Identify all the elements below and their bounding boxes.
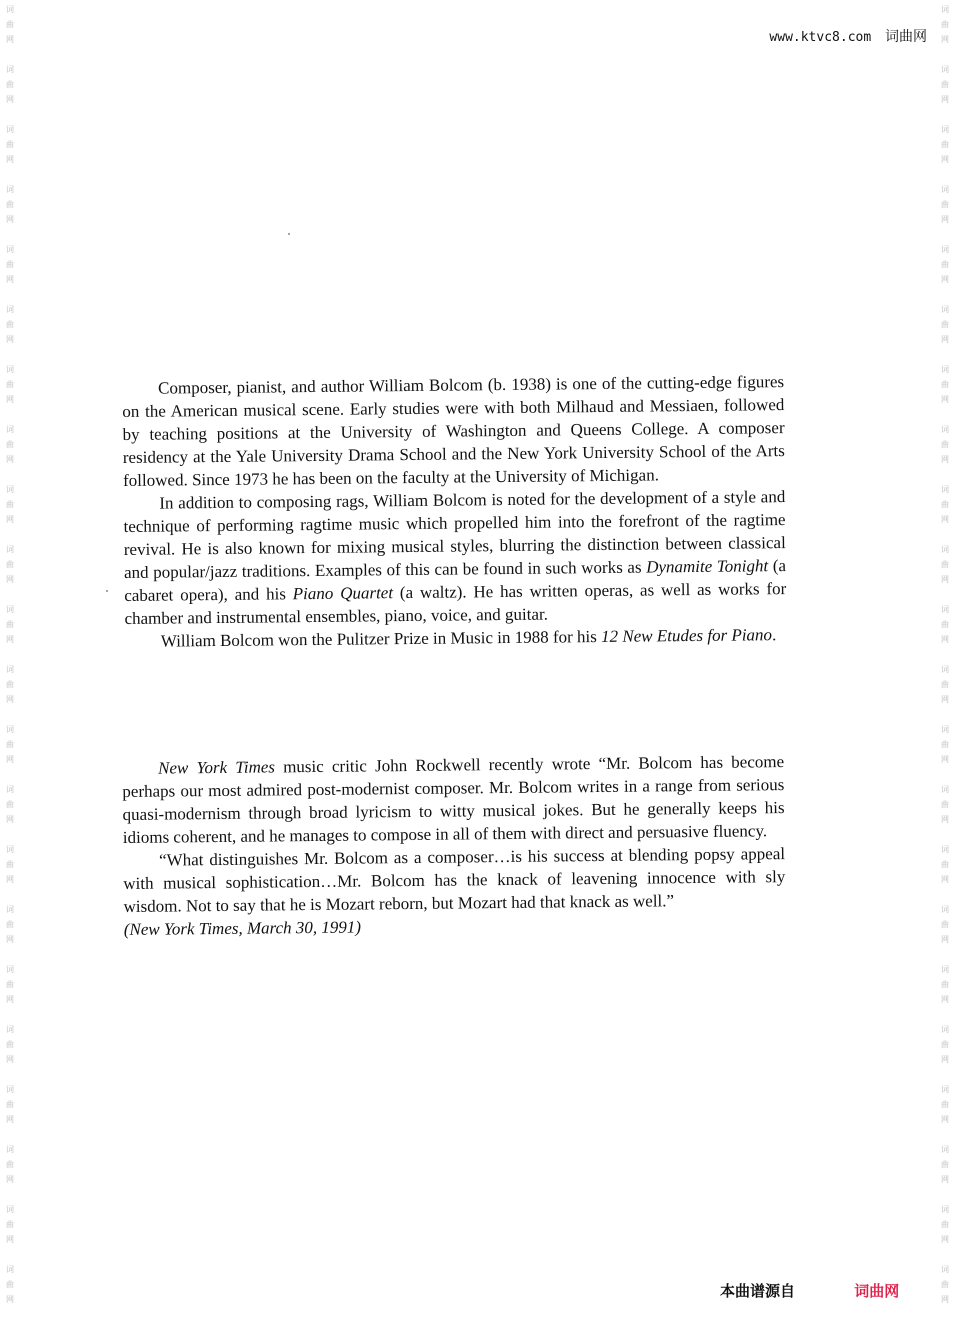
margin-watermark [2,842,18,887]
watermark-char: 网 [941,275,949,284]
bio-paragraph-2: In addition to composing rags, William Bolcom is noted for the development of a style and technique of performing ragtime music which propelled him into the forefront of the ragtime revival. He is also known for mixing musical styles, blurring the distinction between classical and popular/jazz traditions. Examples of this can be found in such works as Dynamite Tonight (a cabaret opera), and his Piano Quartet (a waltz). He has written operas, as well as works for chamber and instrumental ensembles, piano, voice, and guitar. [123,487,787,628]
margin-watermark [2,962,18,1007]
site-url[interactable]: www.ktvc8.com [769,30,872,45]
watermark-char: 网 [941,35,949,44]
bio-paragraph-1: Composer, pianist, and author William Bolcom (b. 1938) is one of the cutting-edge figures on the American musical scene. Early studies were with both Milhaud and Messiaen, followed by teaching positions at the University of Washington and Queens College. A composer residency at the Yale University Drama School and the New York University School of the Arts followed. Since 1973 he has been on the faculty at the University of Michigan. [122,372,785,490]
watermark-char: 曲 [941,140,949,149]
site-brand: 词曲网 [885,29,927,45]
watermark-char: 词 [941,905,949,914]
watermark-char: 网 [6,1175,14,1184]
margin-watermark [937,62,953,107]
watermark-char: 词 [941,1145,949,1154]
right-watermark-strip [937,0,953,1330]
margin-watermark [937,2,953,47]
watermark-char: 网 [6,755,14,764]
watermark-char: 曲 [6,860,14,869]
watermark-char: 曲 [6,1160,14,1169]
watermark-char: 网 [941,335,949,344]
watermark-char: 词 [6,845,14,854]
watermark-char: 网 [941,815,949,824]
publication-title: New York Times [158,757,276,778]
watermark-char: 网 [6,935,14,944]
margin-watermark [937,902,953,947]
watermark-char: 曲 [941,500,949,509]
watermark-char: 曲 [941,1160,949,1169]
margin-watermark [2,902,18,947]
watermark-char: 网 [941,215,949,224]
watermark-char: 网 [941,455,949,464]
watermark-char: 曲 [941,380,949,389]
margin-watermark [937,1262,953,1307]
margin-watermark [937,182,953,227]
margin-watermark [937,1082,953,1127]
watermark-char: 词 [6,1265,14,1274]
watermark-char: 曲 [6,440,14,449]
margin-watermark [2,1082,18,1127]
watermark-char: 网 [941,635,949,644]
watermark-char: 词 [6,5,14,14]
watermark-char: 曲 [6,800,14,809]
watermark-char: 词 [941,665,949,674]
watermark-char: 词 [6,485,14,494]
watermark-char: 曲 [6,920,14,929]
watermark-char: 曲 [6,380,14,389]
watermark-char: 词 [6,1205,14,1214]
watermark-char: 网 [6,1295,14,1304]
margin-watermark [937,722,953,767]
watermark-char: 词 [6,185,14,194]
watermark-char: 词 [6,665,14,674]
watermark-char: 网 [941,95,949,104]
watermark-char: 曲 [6,1040,14,1049]
watermark-char: 词 [941,245,949,254]
watermark-char: 网 [941,1055,949,1064]
margin-watermark [937,962,953,1007]
watermark-char: 曲 [6,1220,14,1229]
watermark-char: 曲 [941,440,949,449]
watermark-char: 网 [941,755,949,764]
watermark-char: 网 [6,695,14,704]
margin-watermark [2,422,18,467]
watermark-char: 词 [941,1025,949,1034]
footer-brand-link[interactable]: 词曲网 [854,1282,900,1300]
margin-watermark [937,1022,953,1067]
watermark-char: 网 [6,575,14,584]
watermark-char: 词 [941,5,949,14]
watermark-char: 网 [6,215,14,224]
watermark-char: 词 [941,65,949,74]
watermark-char: 词 [6,545,14,554]
watermark-char: 网 [6,95,14,104]
watermark-char: 网 [941,155,949,164]
watermark-char: 网 [6,35,14,44]
watermark-char: 曲 [6,1100,14,1109]
watermark-char: 网 [6,815,14,824]
watermark-char: 词 [941,1205,949,1214]
margin-watermark [2,362,18,407]
watermark-char: 曲 [941,80,949,89]
margin-watermark [937,542,953,587]
watermark-char: 词 [941,545,949,554]
watermark-char: 曲 [6,740,14,749]
watermark-char: 网 [941,515,949,524]
watermark-char: 词 [941,365,949,374]
watermark-char: 网 [941,995,949,1004]
work-title: Piano Quartet [292,583,394,604]
watermark-char: 曲 [941,620,949,629]
watermark-char: 词 [941,485,949,494]
margin-watermark [2,1142,18,1187]
margin-watermark [2,542,18,587]
margin-watermark [2,242,18,287]
watermark-char: 词 [6,125,14,134]
watermark-char: 曲 [6,680,14,689]
watermark-char: 曲 [941,1040,949,1049]
watermark-char: 曲 [6,1280,14,1289]
watermark-char: 词 [941,845,949,854]
margin-watermark [2,782,18,827]
watermark-char: 词 [941,305,949,314]
watermark-char: 网 [6,995,14,1004]
watermark-char: 词 [6,725,14,734]
watermark-char: 曲 [941,680,949,689]
watermark-char: 曲 [941,20,949,29]
watermark-char: 曲 [6,260,14,269]
watermark-char: 词 [941,605,949,614]
watermark-char: 词 [6,305,14,314]
margin-watermark [937,782,953,827]
watermark-char: 曲 [941,320,949,329]
left-watermark-strip [2,0,18,1330]
margin-watermark [2,122,18,167]
watermark-char: 网 [941,935,949,944]
watermark-char: 词 [941,965,949,974]
watermark-char: 网 [6,1055,14,1064]
watermark-char: 曲 [941,980,949,989]
watermark-char: 曲 [6,560,14,569]
margin-watermark [937,482,953,527]
margin-watermark [937,602,953,647]
watermark-char: 词 [6,65,14,74]
margin-watermark [2,602,18,647]
bio-paragraph-3: William Bolcom won the Pulitzer Prize in Music in 1988 for his 12 New Etudes for Piano. [160,625,777,651]
watermark-char: 网 [941,575,949,584]
margin-watermark [2,482,18,527]
watermark-char: 网 [941,875,949,884]
watermark-char: 网 [6,1235,14,1244]
watermark-char: 词 [6,905,14,914]
watermark-char: 网 [941,695,949,704]
review-paragraph-2: “What distinguishes Mr. Bolcom as a composer…is his success at blending popsy appeal with musical sophistication…Mr. Bolcom has the knack of leavening innocence with sly wisdom. Not to say that he is Mozart reborn, but Mozart had that knack as well.” (New York Times, March 30, 1991) [123,844,786,939]
margin-watermark [2,182,18,227]
watermark-char: 曲 [941,1220,949,1229]
watermark-char: 曲 [6,320,14,329]
review-paragraph-1: New York Times music critic John Rockwell recently wrote “Mr. Bolcom has become perhaps our most admired post-modernist composer. Mr. Bolcom writes in a range from serious quasi-modernism through broad lyricism to witty musical jokes. But he generally keeps his idioms coherent, and he manages to compose in all of them with direct and persuasive fluency. [122,752,785,847]
watermark-char: 曲 [941,200,949,209]
watermark-char: 曲 [6,20,14,29]
watermark-char: 词 [941,785,949,794]
watermark-char: 网 [941,1235,949,1244]
margin-watermark [2,302,18,347]
watermark-char: 词 [6,1145,14,1154]
watermark-char: 曲 [6,200,14,209]
margin-watermark [2,62,18,107]
margin-watermark [2,662,18,707]
review-citation: (New York Times, March 30, 1991) [123,917,362,939]
watermark-char: 网 [941,1175,949,1184]
watermark-char: 曲 [941,1100,949,1109]
margin-watermark [937,842,953,887]
watermark-char: 词 [6,245,14,254]
margin-watermark [2,2,18,47]
watermark-char: 词 [941,1265,949,1274]
watermark-char: 网 [6,1115,14,1124]
watermark-char: 曲 [941,740,949,749]
margin-watermark [937,422,953,467]
watermark-char: 曲 [941,920,949,929]
watermark-char: 曲 [941,560,949,569]
watermark-char: 词 [941,125,949,134]
watermark-char: 曲 [6,500,14,509]
watermark-char: 词 [6,1085,14,1094]
watermark-char: 词 [941,725,949,734]
margin-watermark [2,1262,18,1307]
watermark-char: 曲 [941,860,949,869]
header-site-label[interactable] [769,26,927,46]
watermark-char: 曲 [941,800,949,809]
footer-source [720,1280,899,1301]
watermark-char: 网 [6,335,14,344]
watermark-char: 词 [6,785,14,794]
watermark-char: 词 [6,965,14,974]
watermark-char: 曲 [941,1280,949,1289]
margin-watermark [2,1202,18,1247]
watermark-char: 网 [6,455,14,464]
watermark-char: 曲 [6,140,14,149]
scan-speck [106,590,108,592]
watermark-char: 网 [6,155,14,164]
watermark-char: 网 [6,635,14,644]
watermark-char: 网 [941,1115,949,1124]
margin-watermark [937,362,953,407]
margin-watermark [2,722,18,767]
work-title: 12 New Etudes for Piano [600,625,773,646]
margin-watermark [2,1022,18,1067]
watermark-char: 网 [941,1295,949,1304]
watermark-char: 词 [6,425,14,434]
watermark-char: 曲 [941,260,949,269]
watermark-char: 曲 [6,620,14,629]
watermark-char: 词 [6,365,14,374]
biography-section [122,370,787,653]
watermark-char: 网 [6,875,14,884]
watermark-char: 词 [6,1025,14,1034]
scan-speck [288,233,290,235]
review-section [122,750,786,941]
margin-watermark [937,1142,953,1187]
watermark-char: 网 [6,275,14,284]
margin-watermark [937,1202,953,1247]
watermark-char: 曲 [6,80,14,89]
work-title: Dynamite Tonight [646,556,769,577]
margin-watermark [937,242,953,287]
footer-source-label: 本曲谱源自 [720,1282,796,1300]
watermark-char: 网 [6,395,14,404]
margin-watermark [937,122,953,167]
watermark-char: 网 [6,515,14,524]
watermark-char: 网 [941,395,949,404]
watermark-char: 词 [941,1085,949,1094]
margin-watermark [937,302,953,347]
watermark-char: 词 [6,605,14,614]
watermark-char: 曲 [6,980,14,989]
watermark-char: 词 [941,425,949,434]
margin-watermark [937,662,953,707]
watermark-char: 词 [941,185,949,194]
